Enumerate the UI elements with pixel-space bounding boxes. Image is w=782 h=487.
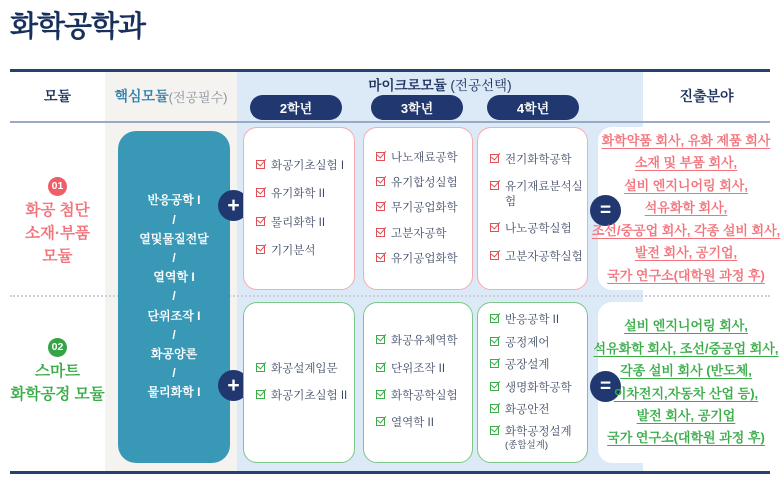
checkbox-icon: [490, 251, 499, 260]
course-item: 화공설계입문: [256, 362, 354, 376]
checkbox-icon: [490, 426, 499, 435]
course-item: 화공유체역학: [376, 334, 472, 348]
career-line: 발전 회사, 공기업: [636, 407, 736, 423]
career-line: 설비 엔지니어링 회사,: [624, 318, 748, 334]
course-item: 유기화학 II: [256, 187, 354, 201]
course-item: 열역학 II: [376, 416, 472, 430]
header-core-module-title: 핵심모듈: [114, 88, 169, 104]
course-item: 공장설계: [490, 358, 587, 372]
checkbox-icon: [256, 245, 265, 254]
career-line: 발전 회사, 공기업,: [634, 245, 738, 261]
course-item: 생명화학공학: [490, 381, 587, 395]
header-micro-module: [237, 74, 643, 94]
checkbox-icon: [256, 217, 265, 226]
header-core-module: [105, 71, 237, 121]
checkbox-icon: [256, 188, 265, 197]
checkbox-icon: [490, 337, 499, 346]
course-item: 유기재료분석실험: [490, 180, 587, 209]
module-02-title-line: 스마트: [35, 363, 80, 380]
career-line: 석유화학 회사, 조선/중공업 회사,: [593, 340, 779, 356]
year-4-pill: 4학년: [487, 95, 579, 120]
header-career: 진출분야: [679, 88, 734, 104]
module-02-badge: 02: [48, 338, 67, 357]
career-line: 소재 및 부품 회사,: [634, 155, 738, 171]
header-micro-module-title: 마이크로모듈: [368, 78, 447, 93]
checkbox-icon: [256, 160, 265, 169]
module-01-title-line: 소재·부품: [24, 225, 91, 242]
course-item: 물리화학 II: [256, 216, 354, 230]
course-item: 고분자공학: [376, 227, 472, 241]
core-course: 단위조작 I: [147, 308, 201, 323]
checkbox-icon: [256, 363, 265, 372]
equals-icon: =: [590, 195, 621, 226]
core-course: /: [172, 212, 176, 227]
checkbox-icon: [376, 417, 385, 426]
checkbox-icon: [376, 363, 385, 372]
module-01-label: [10, 176, 105, 268]
core-course: 열및물질전달: [139, 231, 209, 246]
career-line: 국가 연구소(대학원 과정 후): [607, 267, 765, 283]
checkbox-icon: [376, 335, 385, 344]
career-line: 이차전지,자동차 산업 등),: [613, 385, 759, 401]
course-item: 단위조작 II: [376, 362, 472, 376]
course-item: 화학공정설계 (종합설계): [490, 425, 587, 451]
core-course: 화공양론: [150, 347, 198, 361]
module-01-badge: 01: [48, 177, 67, 196]
module-01-year3-courses: [363, 127, 473, 290]
course-item: 나노재료공학: [376, 151, 472, 165]
course-item: 유기합성실험: [376, 176, 472, 190]
module-01-year4-courses: [477, 127, 588, 290]
year-3-pill: 3학년: [371, 95, 463, 120]
checkbox-icon: [376, 177, 385, 186]
header-core-module-sub: (전공필수): [168, 89, 228, 105]
checkbox-icon: [376, 228, 385, 237]
core-course: /: [172, 366, 176, 381]
header-module: 모듈: [43, 88, 72, 104]
checkbox-icon: [490, 223, 499, 232]
course-item: 무기공업화학: [376, 201, 472, 215]
checkbox-icon: [490, 404, 499, 413]
header-bottom-border: [10, 121, 770, 123]
course-item: 전기화학공학: [490, 153, 587, 167]
course-item: 반응공학 II: [490, 313, 587, 327]
course-item: 화공기초실험 II: [256, 389, 354, 403]
checkbox-icon: [376, 253, 385, 262]
checkbox-icon: [490, 314, 499, 323]
plus-icon: +: [218, 370, 249, 401]
module-02-year4-courses: [477, 302, 588, 463]
core-course: /: [172, 250, 176, 265]
career-line: 화학약품 회사, 유화 제품 회사: [601, 133, 771, 149]
core-course: /: [172, 289, 176, 304]
course-item: 기기분석: [256, 244, 354, 258]
course-item: 나노공학실험: [490, 222, 587, 236]
checkbox-icon: [256, 390, 265, 399]
core-course: /: [172, 327, 176, 342]
page-title: 화학공학과: [10, 11, 146, 43]
checkbox-icon: [376, 390, 385, 399]
checkbox-icon: [490, 382, 499, 391]
module-02-career-fields: [593, 302, 779, 463]
course-item: 화학공학실험: [376, 389, 472, 403]
module-01-year2-courses: [243, 127, 355, 290]
core-module-box: [118, 131, 230, 463]
module-01-career-fields: [591, 127, 781, 290]
career-line: 각종 설비 회사 (반도체,: [620, 363, 752, 379]
core-course: 반응공학 I: [147, 193, 201, 208]
course-item: 공정제어: [490, 336, 587, 350]
career-line: 국가 연구소(대학원 과정 후): [607, 430, 765, 446]
core-course: 열역학 I: [153, 270, 195, 285]
table-bottom-border: [10, 471, 770, 474]
course-item: 화공기초실험 I: [256, 159, 354, 173]
header-micro-module-sub: (전공선택): [450, 78, 512, 93]
module-01-title-line: 화공 첨단: [25, 202, 90, 219]
module-02-year2-courses: [243, 302, 355, 463]
equals-icon: =: [590, 371, 621, 402]
course-item: 고분자공학실험: [490, 250, 587, 264]
module-02-year3-courses: [363, 302, 473, 463]
career-line: 조선/중공업 회사, 각종 설비 회사,: [591, 222, 781, 238]
year-2-pill: 2학년: [250, 95, 342, 120]
module-02-title-line: 화학공정 모듈: [10, 386, 105, 403]
module-01-title-line: 모듈: [42, 248, 73, 265]
course-item: 화공안전: [490, 403, 587, 417]
core-course: 물리화학 I: [147, 385, 201, 400]
checkbox-icon: [490, 181, 499, 190]
plus-icon: +: [218, 190, 249, 221]
career-line: 설비 엔지니어링 회사,: [624, 177, 748, 193]
module-02-label: [10, 337, 105, 406]
career-line: 석유화학 회사,: [644, 200, 728, 216]
checkbox-icon: [376, 152, 385, 161]
checkbox-icon: [490, 154, 499, 163]
checkbox-icon: [490, 359, 499, 368]
course-item: 유기공업화학: [376, 252, 472, 266]
checkbox-icon: [376, 202, 385, 211]
